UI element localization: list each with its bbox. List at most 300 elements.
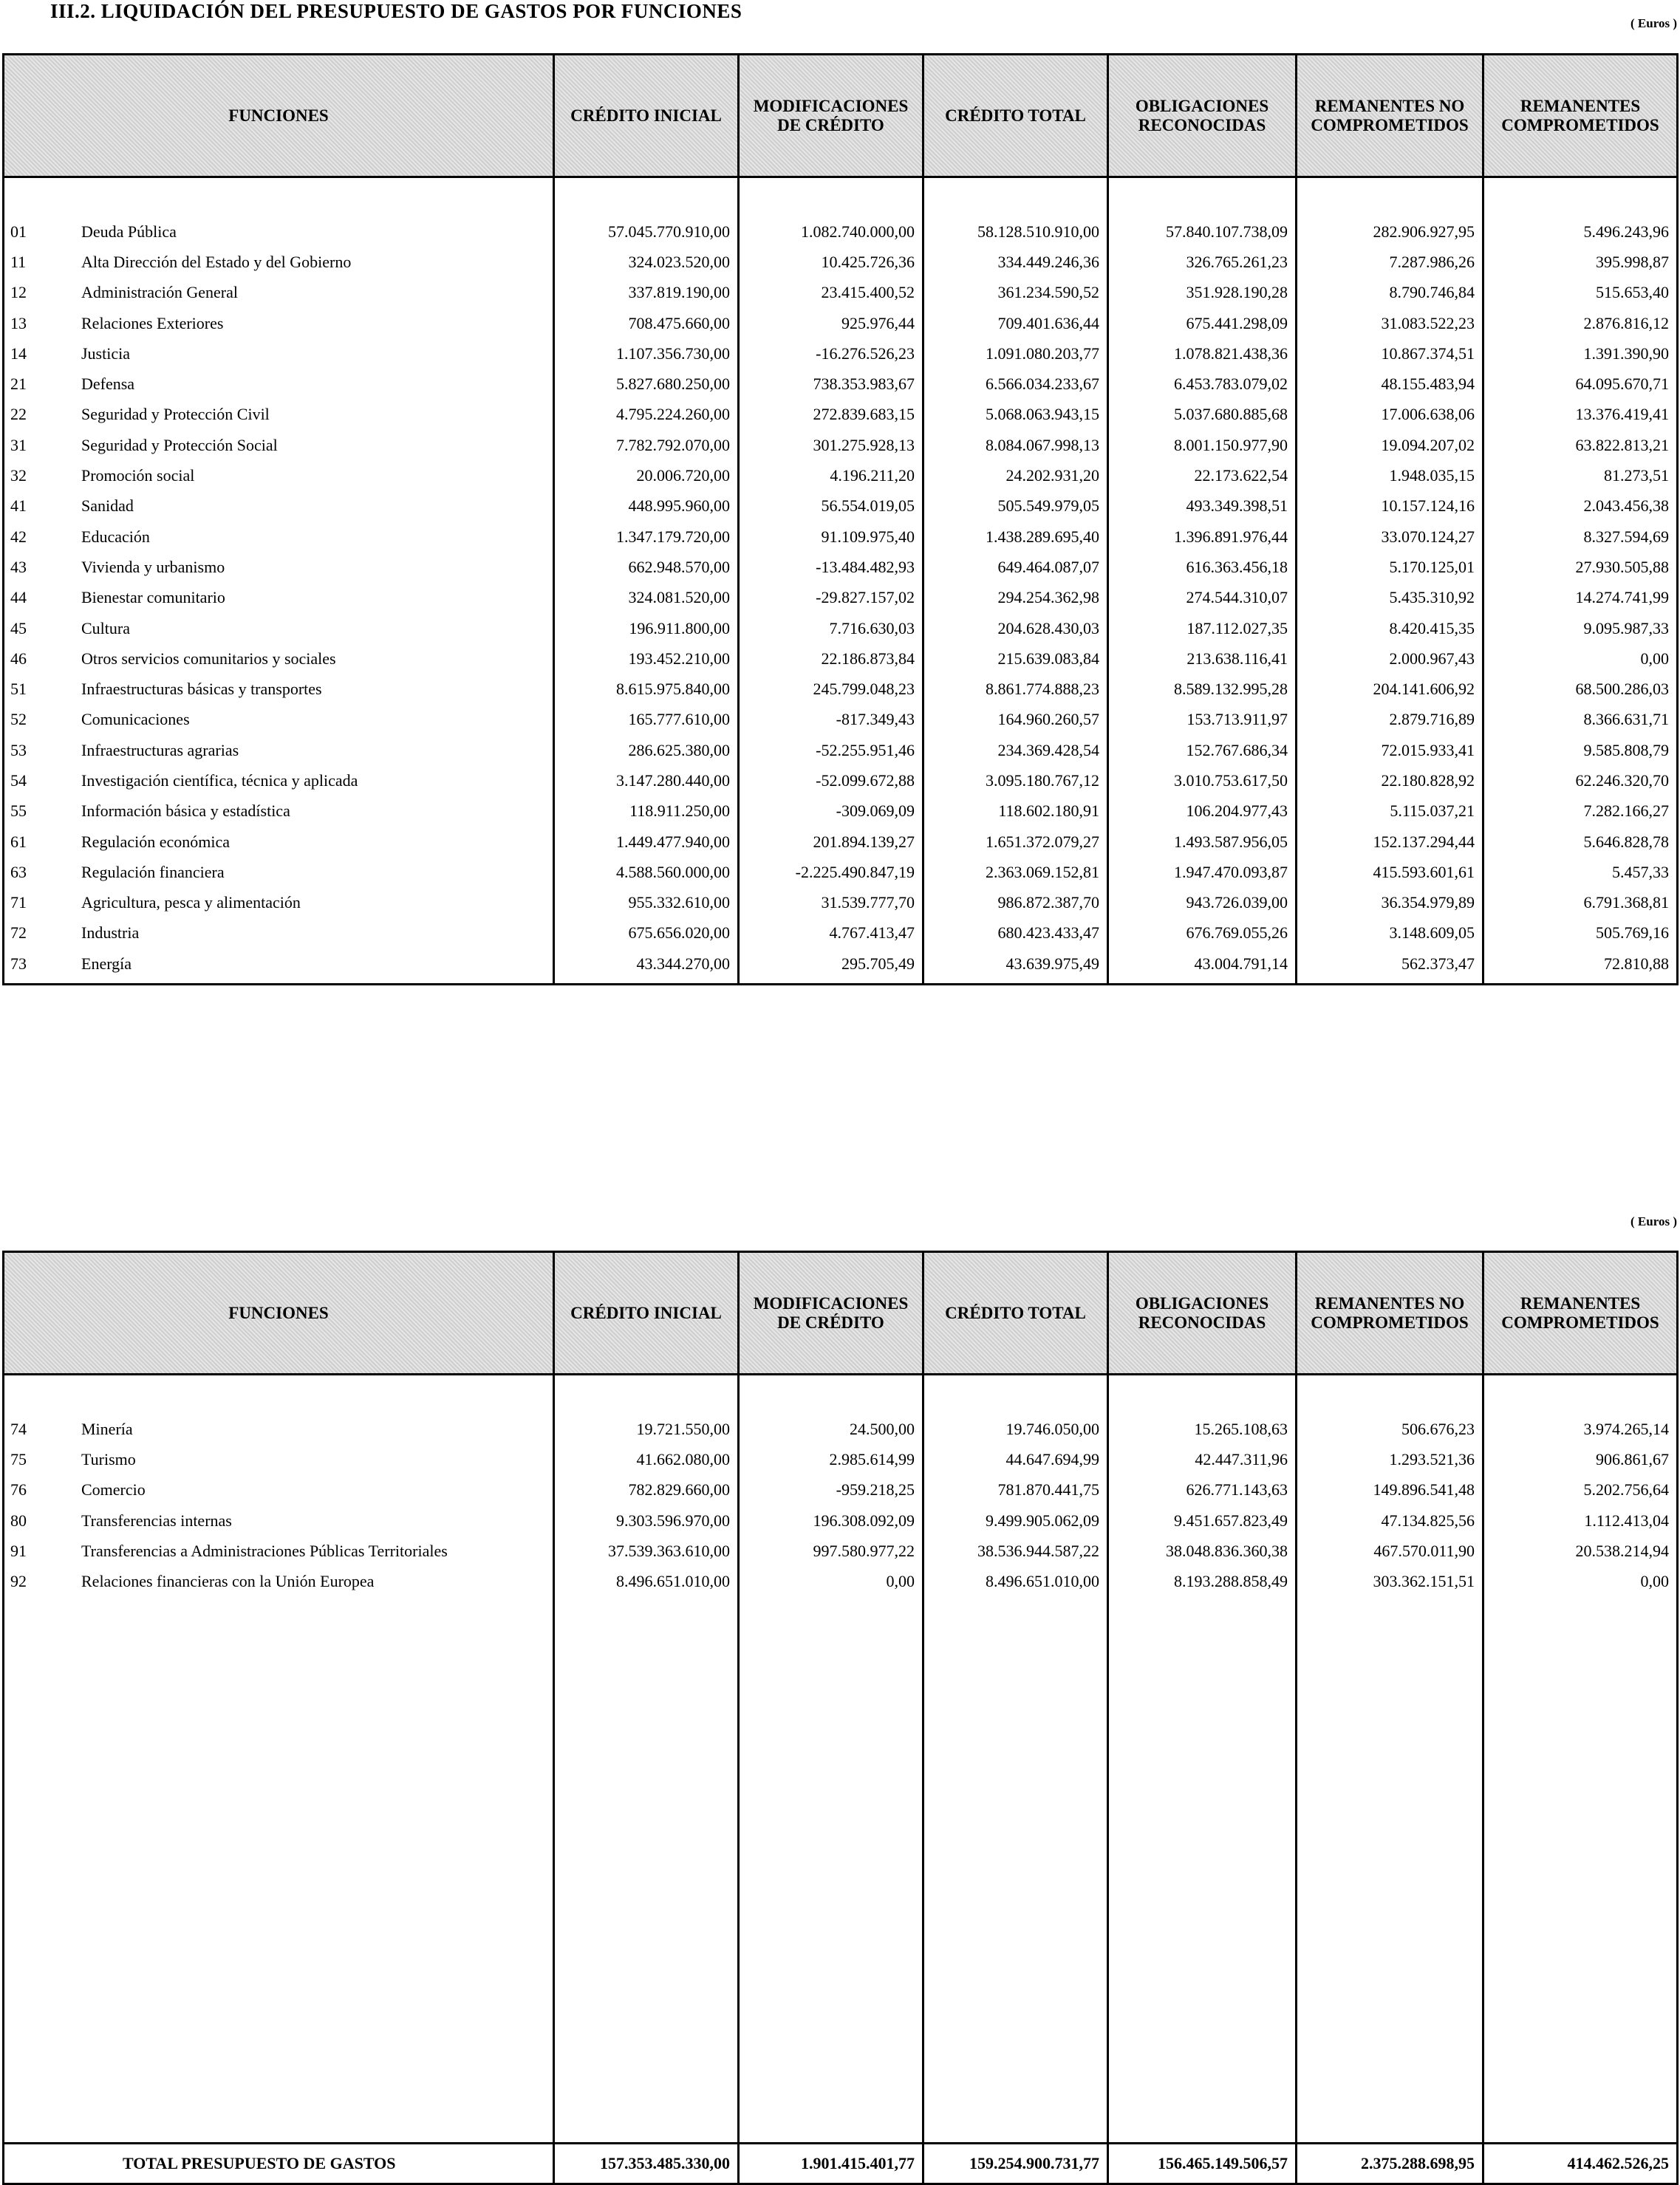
header-remanentes-comp: REMANENTES COMPROMETIDOS [1483,1252,1678,1375]
modificaciones-cell: 4.767.413,47 [739,918,923,948]
function-cell [4,522,554,552]
remanentes-no-cell: 10.157.124,16 [1297,491,1483,522]
credito-total-cell: 505.549.979,05 [923,491,1108,522]
table-row [4,583,1678,613]
function-cell [4,247,554,277]
modificaciones-cell: 738.353.983,67 [739,369,923,399]
remanentes-comp-cell: 13.376.419,41 [1483,400,1678,430]
credito-total-cell: 58.128.510.910,00 [923,216,1108,247]
remanentes-no-cell: 47.134.825,56 [1297,1505,1483,1536]
table-row [4,948,1678,979]
credito-inicial-cell: 7.782.792.070,00 [554,430,739,460]
table-row [4,613,1678,643]
function-name: Relaciones Exteriores [81,313,224,332]
function-code: 11 [10,252,27,271]
credito-inicial-cell: 448.995.960,00 [554,491,739,522]
remanentes-no-cell: 17.006.638,06 [1297,400,1483,430]
modificaciones-cell: 272.839.683,15 [739,400,923,430]
function-code: 73 [10,954,27,973]
obligaciones-cell: 22.173.622,54 [1108,460,1297,490]
function-cell [4,583,554,613]
modificaciones-cell: -2.225.490.847,19 [739,857,923,887]
function-cell [4,430,554,460]
table-row [4,735,1678,765]
credito-inicial-cell: 43.344.270,00 [554,948,739,979]
remanentes-no-cell: 7.287.986,26 [1297,247,1483,277]
function-code: 14 [10,343,27,363]
credito-inicial-cell: 675.656.020,00 [554,918,739,948]
credito-inicial-cell: 324.023.520,00 [554,247,739,277]
function-cell [4,796,554,827]
remanentes-comp-cell: 5.646.828,78 [1483,827,1678,857]
obligaciones-cell: 9.451.657.823,49 [1108,1505,1297,1536]
remanentes-no-cell: 506.676,23 [1297,1414,1483,1444]
remanentes-comp-cell: 62.246.320,70 [1483,765,1678,796]
obligaciones-cell: 626.771.143,63 [1108,1475,1297,1505]
header-credito-total: CRÉDITO TOTAL [923,55,1108,177]
table-row [4,827,1678,857]
remanentes-no-cell: 562.373,47 [1297,948,1483,979]
header-credito-total: CRÉDITO TOTAL [923,1252,1108,1375]
function-name: Información básica y estadística [81,801,290,821]
table-row [4,857,1678,887]
total-credito-inicial: 157.353.485.330,00 [554,2144,739,2184]
credito-inicial-cell: 1.347.179.720,00 [554,522,739,552]
credito-inicial-cell: 1.107.356.730,00 [554,338,739,369]
obligaciones-cell: 351.928.190,28 [1108,278,1297,308]
remanentes-comp-cell: 63.822.813,21 [1483,430,1678,460]
function-name: Relaciones financieras con la Unión Europea [81,1572,375,1591]
table-row [4,796,1678,827]
credito-inicial-cell: 8.496.651.010,00 [554,1566,739,1596]
credito-inicial-cell: 5.827.680.250,00 [554,369,739,399]
obligaciones-cell: 1.947.470.093,87 [1108,857,1297,887]
modificaciones-cell: 10.425.726,36 [739,247,923,277]
credito-total-cell: 294.254.362,98 [923,583,1108,613]
modificaciones-cell: -52.255.951,46 [739,735,923,765]
obligaciones-cell: 616.363.456,18 [1108,552,1297,582]
function-name: Administración General [81,283,238,302]
remanentes-no-cell: 19.094.207,02 [1297,430,1483,460]
function-code: 72 [10,923,27,943]
modificaciones-cell: 31.539.777,70 [739,888,923,918]
function-cell [4,1475,554,1505]
header-remanentes-no: REMANENTES NO COMPROMETIDOS [1297,55,1483,177]
modificaciones-cell: 2.985.614,99 [739,1444,923,1474]
function-code: 54 [10,770,27,790]
credito-inicial-cell: 193.452.210,00 [554,643,739,674]
function-code: 42 [10,527,27,546]
credito-total-cell: 6.566.034.233,67 [923,369,1108,399]
modificaciones-cell: 925.976,44 [739,308,923,338]
remanentes-no-cell: 5.435.310,92 [1297,583,1483,613]
obligaciones-cell: 675.441.298,09 [1108,308,1297,338]
credito-total-cell: 1.091.080.203,77 [923,338,1108,369]
function-code: 01 [10,222,27,241]
modificaciones-cell: 196.308.092,09 [739,1505,923,1536]
obligaciones-cell: 1.493.587.956,05 [1108,827,1297,857]
function-name: Defensa [81,375,135,394]
function-cell [4,613,554,643]
table-row [4,1536,1678,1566]
obligaciones-cell: 274.544.310,07 [1108,583,1297,613]
total-remanentes-no: 2.375.288.698,95 [1297,2144,1483,2184]
function-cell [4,1444,554,1474]
modificaciones-cell: 201.894.139,27 [739,827,923,857]
remanentes-comp-cell: 9.095.987,33 [1483,613,1678,643]
remanentes-comp-cell: 1.391.390,90 [1483,338,1678,369]
remanentes-no-cell: 303.362.151,51 [1297,1566,1483,1596]
modificaciones-cell: -309.069,09 [739,796,923,827]
function-name: Transferencias a Administraciones Públicas Territoriales [81,1541,448,1560]
credito-inicial-cell: 20.006.720,00 [554,460,739,490]
function-cell [4,1536,554,1566]
function-name: Seguridad y Protección Social [81,435,278,454]
function-cell [4,369,554,399]
remanentes-comp-cell: 2.876.816,12 [1483,308,1678,338]
modificaciones-cell: 22.186.873,84 [739,643,923,674]
function-name: Comunicaciones [81,710,190,729]
function-cell [4,460,554,490]
function-name: Vivienda y urbanismo [81,557,225,576]
function-name: Minería [81,1419,133,1438]
units-label: ( Euros ) [1631,16,1677,30]
credito-inicial-cell: 37.539.363.610,00 [554,1536,739,1566]
header-modificaciones: MODIFICACIONES DE CRÉDITO [739,1252,923,1375]
function-cell [4,1505,554,1536]
modificaciones-cell: -29.827.157,02 [739,583,923,613]
credito-total-cell: 43.639.975,49 [923,948,1108,979]
filler-row [4,979,1678,984]
table-row [4,491,1678,522]
remanentes-comp-cell: 72.810,88 [1483,948,1678,979]
remanentes-no-cell: 1.293.521,36 [1297,1444,1483,1474]
header-funciones: FUNCIONES [4,1252,554,1375]
remanentes-comp-cell: 0,00 [1483,643,1678,674]
table-row [4,338,1678,369]
credito-total-cell: 2.363.069.152,81 [923,857,1108,887]
credito-inicial-cell: 3.147.280.440,00 [554,765,739,796]
credito-total-cell: 1.438.289.695,40 [923,522,1108,552]
function-code: 71 [10,893,27,912]
table-row [4,705,1678,735]
table-row [4,888,1678,918]
remanentes-no-cell: 152.137.294,44 [1297,827,1483,857]
function-code: 13 [10,313,27,332]
credito-total-cell: 164.960.260,57 [923,705,1108,735]
credito-total-cell: 334.449.246,36 [923,247,1108,277]
remanentes-no-cell: 149.896.541,48 [1297,1475,1483,1505]
obligaciones-cell: 213.638.116,41 [1108,643,1297,674]
remanentes-no-cell: 22.180.828,92 [1297,765,1483,796]
table-row [4,400,1678,430]
obligaciones-cell: 8.001.150.977,90 [1108,430,1297,460]
modificaciones-cell: 4.196.211,20 [739,460,923,490]
table-row [4,430,1678,460]
table-row [4,216,1678,247]
function-code: 41 [10,496,27,516]
remanentes-comp-cell: 81.273,51 [1483,460,1678,490]
function-name: Justicia [81,343,130,363]
total-modificaciones: 1.901.415.401,77 [739,2144,923,2184]
credito-total-cell: 781.870.441,75 [923,1475,1108,1505]
table-row [4,1475,1678,1505]
function-code: 61 [10,832,27,851]
credito-total-cell: 5.068.063.943,15 [923,400,1108,430]
function-name: Turismo [81,1449,136,1468]
obligaciones-cell: 152.767.686,34 [1108,735,1297,765]
modificaciones-cell: 295.705,49 [739,948,923,979]
credito-total-cell: 44.647.694,99 [923,1444,1108,1474]
obligaciones-cell: 5.037.680.885,68 [1108,400,1297,430]
modificaciones-cell: 24.500,00 [739,1414,923,1444]
remanentes-no-cell: 5.170.125,01 [1297,552,1483,582]
credito-total-cell: 215.639.083,84 [923,643,1108,674]
table-row [4,247,1678,277]
remanentes-comp-cell: 5.457,33 [1483,857,1678,887]
credito-inicial-cell: 708.475.660,00 [554,308,739,338]
table-2-body [4,1375,1678,2144]
function-name: Seguridad y Protección Civil [81,405,270,424]
table-row [4,643,1678,674]
function-name: Sanidad [81,496,134,516]
remanentes-no-cell: 3.148.609,05 [1297,918,1483,948]
table-row [4,369,1678,399]
remanentes-comp-cell: 27.930.505,88 [1483,552,1678,582]
remanentes-no-cell: 415.593.601,61 [1297,857,1483,887]
credito-inicial-cell: 196.911.800,00 [554,613,739,643]
obligaciones-cell: 1.396.891.976,44 [1108,522,1297,552]
remanentes-comp-cell: 2.043.456,38 [1483,491,1678,522]
function-cell [4,948,554,979]
remanentes-comp-cell: 906.861,67 [1483,1444,1678,1474]
function-cell [4,338,554,369]
total-remanentes-comp: 414.462.526,25 [1483,2144,1678,2184]
credito-total-cell: 680.423.433,47 [923,918,1108,948]
function-code: 91 [10,1541,27,1560]
modificaciones-cell: 1.082.740.000,00 [739,216,923,247]
function-name: Comercio [81,1480,146,1500]
obligaciones-cell: 8.193.288.858,49 [1108,1566,1297,1596]
table-row [4,522,1678,552]
remanentes-no-cell: 5.115.037,21 [1297,796,1483,827]
remanentes-no-cell: 31.083.522,23 [1297,308,1483,338]
remanentes-no-cell: 2.000.967,43 [1297,643,1483,674]
function-cell [4,216,554,247]
remanentes-no-cell: 10.867.374,51 [1297,338,1483,369]
obligaciones-cell: 3.010.753.617,50 [1108,765,1297,796]
modificaciones-cell: 997.580.977,22 [739,1536,923,1566]
remanentes-comp-cell: 8.327.594,69 [1483,522,1678,552]
modificaciones-cell: -52.099.672,88 [739,765,923,796]
function-code: 22 [10,405,27,424]
credito-total-cell: 649.464.087,07 [923,552,1108,582]
total-label: TOTAL PRESUPUESTO DE GASTOS [4,2144,554,2184]
function-name: Cultura [81,618,130,637]
credito-total-cell: 234.369.428,54 [923,735,1108,765]
function-code: 45 [10,618,27,637]
function-name: Regulación financiera [81,862,225,881]
remanentes-comp-cell: 64.095.670,71 [1483,369,1678,399]
function-cell [4,643,554,674]
credito-inicial-cell: 4.795.224.260,00 [554,400,739,430]
obligaciones-cell: 15.265.108,63 [1108,1414,1297,1444]
credito-inicial-cell: 4.588.560.000,00 [554,857,739,887]
filler-row [4,1597,1678,2144]
remanentes-comp-cell: 505.769,16 [1483,918,1678,948]
function-cell [4,765,554,796]
function-name: Bienestar comunitario [81,588,225,607]
header-remanentes-no: REMANENTES NO COMPROMETIDOS [1297,1252,1483,1375]
remanentes-no-cell: 204.141.606,92 [1297,674,1483,704]
remanentes-no-cell: 2.879.716,89 [1297,705,1483,735]
function-cell [4,308,554,338]
budget-table-1 [2,53,1679,985]
function-code: 74 [10,1419,27,1438]
credito-total-cell: 24.202.931,20 [923,460,1108,490]
remanentes-no-cell: 1.948.035,15 [1297,460,1483,490]
obligaciones-cell: 38.048.836.360,38 [1108,1536,1297,1566]
credito-inicial-cell: 8.615.975.840,00 [554,674,739,704]
modificaciones-cell: 245.799.048,23 [739,674,923,704]
remanentes-comp-cell: 5.202.756,64 [1483,1475,1678,1505]
modificaciones-cell: -817.349,43 [739,705,923,735]
modificaciones-cell: 91.109.975,40 [739,522,923,552]
remanentes-comp-cell: 14.274.741,99 [1483,583,1678,613]
header-credito-inicial: CRÉDITO INICIAL [554,55,739,177]
credito-inicial-cell: 782.829.660,00 [554,1475,739,1505]
function-name: Transferencias internas [81,1511,232,1530]
remanentes-comp-cell: 68.500.286,03 [1483,674,1678,704]
remanentes-comp-cell: 6.791.368,81 [1483,888,1678,918]
modificaciones-cell: -959.218,25 [739,1475,923,1505]
table-row [4,1444,1678,1474]
header-modificaciones: MODIFICACIONES DE CRÉDITO [739,55,923,177]
remanentes-comp-cell: 1.112.413,04 [1483,1505,1678,1536]
function-name: Deuda Pública [81,222,177,241]
function-code: 43 [10,557,27,576]
obligaciones-cell: 493.349.398,51 [1108,491,1297,522]
function-cell [4,827,554,857]
function-code: 92 [10,1572,27,1591]
modificaciones-cell: 56.554.019,05 [739,491,923,522]
function-code: 52 [10,710,27,729]
function-code: 80 [10,1511,27,1530]
table-row [4,1566,1678,1596]
table-row [4,1414,1678,1444]
table-row [4,278,1678,308]
credito-inicial-cell: 41.662.080,00 [554,1444,739,1474]
function-cell [4,552,554,582]
function-cell [4,400,554,430]
remanentes-comp-cell: 20.538.214,94 [1483,1536,1678,1566]
obligaciones-cell: 943.726.039,00 [1108,888,1297,918]
table-row [4,765,1678,796]
page-title: III.2. LIQUIDACIÓN DEL PRESUPUESTO DE GASTOS POR FUNCIONES [50,0,742,22]
table-row [4,674,1678,704]
remanentes-comp-cell: 8.366.631,71 [1483,705,1678,735]
function-name: Investigación científica, técnica y aplicada [81,770,358,790]
function-name: Agricultura, pesca y alimentación [81,893,301,912]
header-remanentes-comp: REMANENTES COMPROMETIDOS [1483,55,1678,177]
function-name: Infraestructuras agrarias [81,740,239,759]
total-row [4,2144,1678,2184]
table-row [4,918,1678,948]
credito-total-cell: 361.234.590,52 [923,278,1108,308]
credito-inicial-cell: 1.449.477.940,00 [554,827,739,857]
credito-total-cell: 8.496.651.010,00 [923,1566,1108,1596]
credito-total-cell: 3.095.180.767,12 [923,765,1108,796]
obligaciones-cell: 676.769.055,26 [1108,918,1297,948]
credito-inicial-cell: 19.721.550,00 [554,1414,739,1444]
total-obligaciones: 156.465.149.506,57 [1108,2144,1297,2184]
function-code: 51 [10,680,27,699]
spacer-row [4,1375,1678,1415]
table-1-body [4,177,1678,985]
remanentes-no-cell: 282.906.927,95 [1297,216,1483,247]
function-code: 12 [10,283,27,302]
total-credito-total: 159.254.900.731,77 [923,2144,1108,2184]
header-obligaciones: OBLIGACIONES RECONOCIDAS [1108,1252,1297,1375]
credito-total-cell: 1.651.372.079,27 [923,827,1108,857]
obligaciones-cell: 6.453.783.079,02 [1108,369,1297,399]
obligaciones-cell: 57.840.107.738,09 [1108,216,1297,247]
function-name: Industria [81,923,140,943]
function-code: 44 [10,588,27,607]
remanentes-comp-cell: 7.282.166,27 [1483,796,1678,827]
table-row [4,460,1678,490]
function-cell [4,918,554,948]
remanentes-no-cell: 8.790.746,84 [1297,278,1483,308]
credito-inicial-cell: 165.777.610,00 [554,705,739,735]
obligaciones-cell: 153.713.911,97 [1108,705,1297,735]
function-cell [4,491,554,522]
remanentes-comp-cell: 515.653,40 [1483,278,1678,308]
header-obligaciones: OBLIGACIONES RECONOCIDAS [1108,55,1297,177]
function-code: 75 [10,1449,27,1468]
function-cell [4,674,554,704]
function-code: 31 [10,435,27,454]
remanentes-comp-cell: 3.974.265,14 [1483,1414,1678,1444]
modificaciones-cell: 23.415.400,52 [739,278,923,308]
function-name: Alta Dirección del Estado y del Gobierno [81,252,352,271]
obligaciones-cell: 42.447.311,96 [1108,1444,1297,1474]
credito-inicial-cell: 324.081.520,00 [554,583,739,613]
credito-total-cell: 118.602.180,91 [923,796,1108,827]
credito-inicial-cell: 337.819.190,00 [554,278,739,308]
obligaciones-cell: 326.765.261,23 [1108,247,1297,277]
credito-inicial-cell: 662.948.570,00 [554,552,739,582]
function-code: 46 [10,649,27,668]
credito-inicial-cell: 57.045.770.910,00 [554,216,739,247]
function-cell [4,705,554,735]
function-code: 21 [10,375,27,394]
credito-inicial-cell: 286.625.380,00 [554,735,739,765]
function-code: 53 [10,740,27,759]
modificaciones-cell: 301.275.928,13 [739,430,923,460]
modificaciones-cell: -13.484.482,93 [739,552,923,582]
remanentes-comp-cell: 5.496.243,96 [1483,216,1678,247]
function-cell [4,735,554,765]
remanentes-no-cell: 72.015.933,41 [1297,735,1483,765]
function-name: Infraestructuras básicas y transportes [81,680,322,699]
function-code: 55 [10,801,27,821]
credito-total-cell: 38.536.944.587,22 [923,1536,1108,1566]
function-cell [4,1566,554,1596]
units-label-2: ( Euros ) [1631,1214,1677,1228]
remanentes-no-cell: 36.354.979,89 [1297,888,1483,918]
spacer-row [4,177,1678,217]
